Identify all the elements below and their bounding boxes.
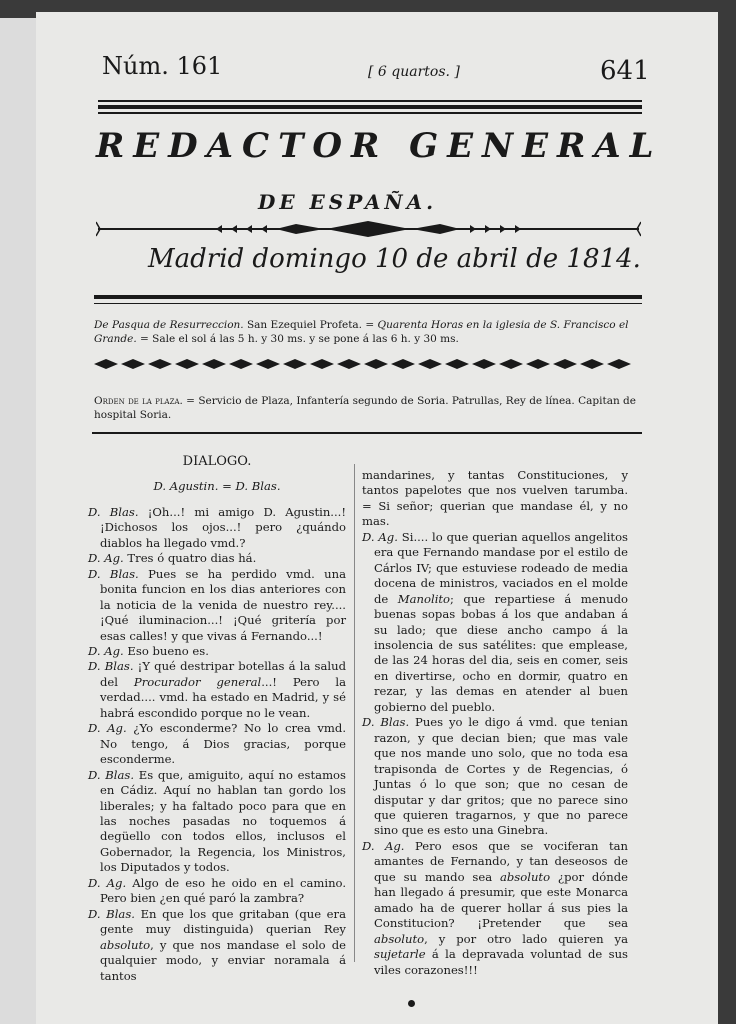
dialogue-line: D. Blas. ¡Y qué destripar botellas á la salud del Procurador general...! Pero la verdad.... vmd. ha estado en Madrid, y sé habrá escondido porque no le vean. xyxy=(88,659,347,720)
decorative-ornament-icon xyxy=(96,218,641,240)
orden-de-la-plaza xyxy=(94,394,644,422)
quarenta-horas: Quarenta Horas en la iglesia de S. Francisco el Grande. xyxy=(94,319,629,345)
saint-text: San Ezequiel Profeta. = xyxy=(243,319,378,331)
dialogue-line: D. Blas. En que los que gritaban (que era gente muy distinguida) querian Rey absoluto, y que nos mandase el solo de qualquier modo, y enviar noramala á tantos xyxy=(88,906,346,983)
dateline: Madrid domingo 10 de abril de 1814. xyxy=(148,244,641,274)
top-rule-thin-2 xyxy=(98,112,642,114)
issue-number: Núm. 161 xyxy=(102,52,223,80)
top-rule-thick xyxy=(98,105,642,109)
dialogue-continuation: mandarines, y tantas Constituciones, y tantos papelotes que nos vuelven tarumba. = Si señor; querian que mandase él, y no mas. xyxy=(362,468,628,529)
dialogue-line: D. Ag. Pero esos que se vociferan tan amantes de Fernando, y tan deseosos de que su mando sea absoluto ¿por dónde han llegado á presumir, que este Monarca amado ha de querer hollar á sus pies la Constitucion? ¡Pretender que sea absoluto, y por otro lado quieren ya sujetarle á la depravada voluntad de sus viles corazones!!! xyxy=(362,838,629,977)
dialogue-line: D. Blas. Es que, amiguito, aquí no estamos en Cádiz. Aquí no hablan tan gordo los liberales; y ha faltado poco para que en las noches pasadas no toquemos á degüello con todos ellos, inclusos el Gobernador, la Regencia, los Ministros, los Diputados y todos. xyxy=(88,767,346,875)
dateline-rule-thick xyxy=(94,295,642,299)
dialogue-line: D. Blas. Pues se ha perdido vmd. una bonita funcion en los dias anteriores con la noticia de la venida de nuestro rey.... ¡Qué iluminacion...! ¡Qué gritería por esas calles! y que vivas á Fernando...! xyxy=(88,566,347,643)
article-speakers: D. Agustin. = D. Blas. xyxy=(153,479,281,494)
article-heading: DIALOGO. xyxy=(182,454,252,469)
dialogue-line: D. Ag. Eso bueno es. xyxy=(88,643,209,658)
section-rule xyxy=(92,432,642,434)
dialogue-line: D. Ag. Tres ó quatro dias há. xyxy=(88,551,257,566)
saints-notice xyxy=(94,318,644,346)
column-divider xyxy=(354,464,355,962)
feast-name: De Pasqua de Resurreccion. xyxy=(94,319,244,331)
orden-label: Orden de la plaza. xyxy=(94,395,183,407)
dialogue-line: D. Ag. Algo de eso he oido en el camino. Pero bien ¿en qué paró la zambra? xyxy=(88,875,347,906)
page-number: 641 xyxy=(600,56,650,86)
orden-text: = Servicio de Plaza, Infantería segundo de Soria. Patrullas, Rey de línea. Capitan de hospital Soria. xyxy=(94,395,636,421)
dialogue-line: D. Blas. ¡Oh...! mi amigo D. Agustin...! ¡Dichosos los ojos...! pero ¿quándo diablos ha llegado vmd.? xyxy=(88,504,346,550)
dialogue-line: D. Ag. ¿Yo esconderme? No lo crea vmd. No tengo, á Dios gracias, porque esconderme. xyxy=(88,721,347,767)
diamond-border-icon xyxy=(94,358,634,370)
newspaper-title: REDACTOR GENERAL xyxy=(96,126,663,166)
dialogue-line: D. Blas. Pues yo le digo á vmd. que tenian razon, y que decian bien; que mas vale que nos mande uno solo, que no toda esa trapisonda de Cortes y de Regencias, ó Juntas ó lo que son; que no cesan de disputar y dar gritos; que no parece sino que quieren tragarnos, y que no parece sino que es esto una Ginebra. xyxy=(362,715,629,838)
issue-price: [ 6 quartos. ] xyxy=(368,64,460,80)
dateline-rule-thin xyxy=(94,303,642,304)
top-rule-thin xyxy=(98,100,642,102)
dialogue-line: D. Ag. Si.... lo que querian aquellos angelitos era que Fernando mandase por el estilo de Cárlos IV; que estuviese rodeado de media docena de ministros, vaciados en el molde de Manolito; que repartiese á menudo buenas sopas bobas á los que andaban á su lado; que diese ancho campo á la insolencia de sus satélites: que emplease, de las 24 horas del dia, seis en comer, seis en divertirse, ocho en dormir, quatro en rezar, y las demas en atender al buen gobierno del pueblo. xyxy=(362,529,629,714)
sun-times: = Sale el sol á las 5 h. y 30 ms. y se pone á las 6 h. y 30 ms. xyxy=(136,333,459,345)
newspaper-subtitle: DE ESPAÑA. xyxy=(258,190,438,214)
adjacent-page-edge xyxy=(0,18,38,1024)
article-column-left xyxy=(88,454,346,984)
newspaper-page xyxy=(36,12,718,1024)
article-column-right xyxy=(362,468,628,978)
page-marker-dot xyxy=(408,1000,415,1007)
